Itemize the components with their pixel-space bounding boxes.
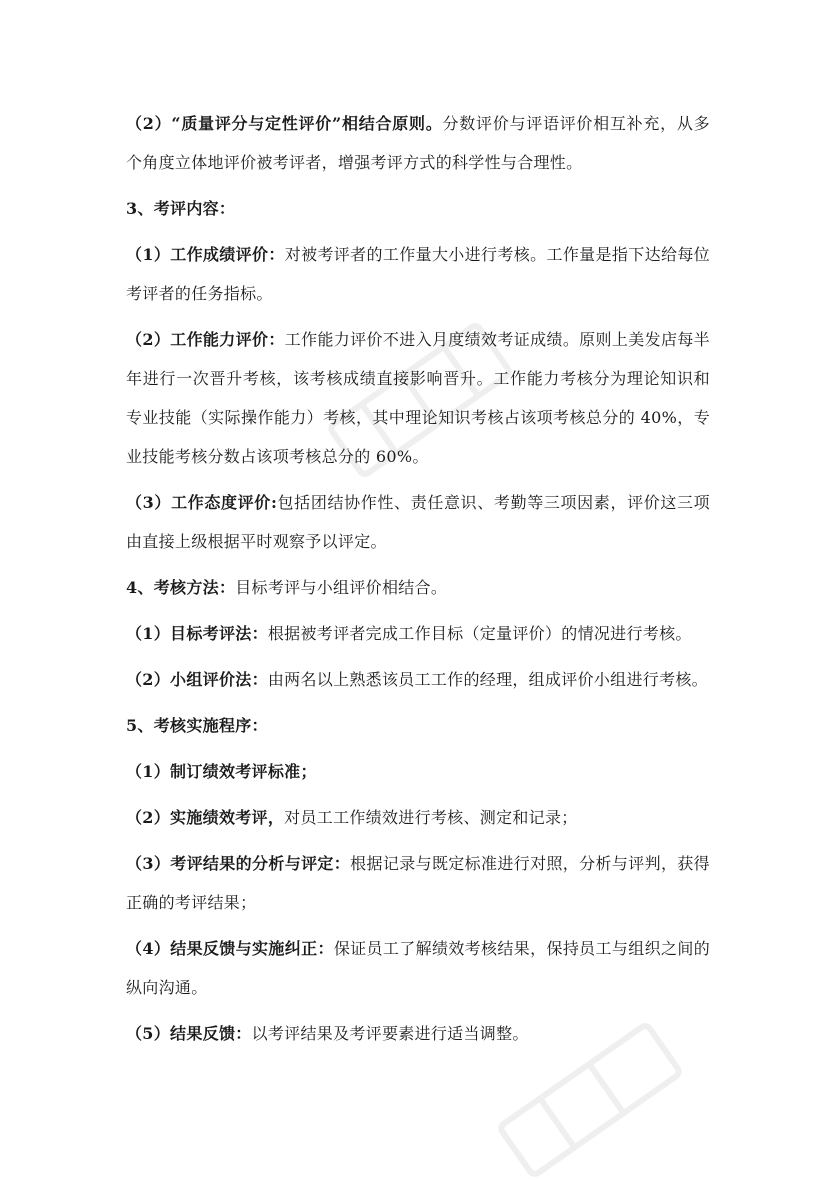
paragraph-procedure-1 (126, 752, 710, 791)
item-number: （1） (126, 624, 171, 643)
paragraph-work-ability (126, 320, 710, 476)
item-number: （3） (126, 493, 172, 512)
paragraph-quality-principle (126, 104, 710, 182)
heading-punct: ： (251, 670, 268, 689)
heading-punct: ： (251, 624, 268, 643)
bold-heading: 小组评价法 (170, 670, 252, 689)
paragraph-text: 根据记录与既定标准进行对照，分析与评判，获得正确的考评结果； (126, 854, 710, 912)
paragraph-text: 保证员工了解绩效考核结果，保持员工与组织之间的纵向沟通。 (126, 939, 710, 997)
heading-punct: ， (267, 808, 285, 827)
item-number: （2） (126, 670, 171, 689)
section-title: 5、考核实施程序： (126, 716, 268, 735)
paragraph-text: 对被考评者的工作量大小进行考核。工作量是指下达给每位考评者的任务指标。 (126, 245, 710, 303)
heading-punct: ： (235, 1024, 252, 1043)
paragraph-work-results (126, 235, 710, 313)
bold-heading: 结果反馈 (170, 1024, 236, 1043)
paragraph-work-attitude (126, 483, 710, 561)
bold-heading: 制订绩效考评标准； (170, 762, 317, 781)
paragraph-text: 包括团结协作性、责任意识、考勤等三项因素，评价这三项由直接上级根据平时观察予以评定。 (126, 493, 710, 551)
heading-punct: ： (333, 854, 351, 873)
paragraph-text: 根据被考评者完成工作目标（定量评价）的情况进行考核。 (267, 624, 692, 643)
item-number: （3） (126, 854, 171, 873)
paragraph-text: 由两名以上熟悉该员工工作的经理，组成评价小组进行考核。 (267, 670, 708, 689)
paragraph-text: 以考评结果及考评要素进行适当调整。 (251, 1024, 529, 1043)
paragraph-text: 目标考评与小组评价相结合。 (235, 578, 448, 597)
paragraph-procedure-4 (126, 929, 710, 1007)
item-number: （4） (126, 939, 171, 958)
section-title: 4、考核方法 (126, 578, 219, 597)
bold-heading: 考评结果的分析与评定 (170, 854, 334, 873)
item-number: （2） (126, 330, 171, 349)
heading-punct: ： (317, 939, 334, 958)
paragraph-procedure-2 (126, 798, 710, 837)
heading-punct: ： (218, 578, 236, 597)
bold-heading: 工作成绩评价 (170, 245, 269, 264)
paragraph-procedure-3 (126, 844, 710, 922)
heading-punct: ： (268, 245, 285, 264)
heading-punct: 。 (425, 114, 443, 133)
bold-heading: 结果反馈与实施纠正 (170, 939, 318, 958)
paragraph-text: 分数评价与评语评价相互补充，从多个角度立体地评价被考评者，增强考评方式的科学性与合理性。 (126, 114, 710, 172)
section-heading-method (126, 568, 710, 607)
heading-punct: : (270, 493, 278, 512)
heading-punct: ： (268, 330, 285, 349)
item-number: （1） (126, 762, 171, 781)
paragraph-text: 工作能力评价不进入月度绩效考证成绩。原则上美发店每半年进行一次晋升考核，该考核成绩直接影响晋升。工作能力考核分为理论知识和专业技能（实际操作能力）考核，其中理论知识考核占该项考核总分的 40%，专业技能考核分数占该项考核总分的 60%。 (126, 330, 710, 466)
bold-heading: “质量评分与定性评价”相结合原则 (171, 114, 426, 133)
paragraph-procedure-5 (126, 1014, 710, 1053)
paragraph-target-method (126, 614, 710, 653)
section-heading-procedure (126, 706, 710, 745)
item-number: （2） (126, 808, 171, 827)
item-number: （2） (126, 114, 172, 133)
bold-heading: 目标考评法 (170, 624, 252, 643)
bold-heading: 实施绩效考评 (170, 808, 268, 827)
section-title: 3、考评内容： (126, 199, 236, 218)
paragraph-group-method (126, 660, 710, 699)
document-body (126, 104, 710, 1053)
bold-heading: 工作能力评价 (170, 330, 269, 349)
bold-heading: 工作态度评价 (171, 493, 271, 512)
section-heading-content (126, 189, 710, 228)
item-number: （5） (126, 1024, 171, 1043)
paragraph-text: 对员工工作绩效进行考核、测定和记录； (284, 808, 578, 827)
item-number: （1） (126, 245, 171, 264)
